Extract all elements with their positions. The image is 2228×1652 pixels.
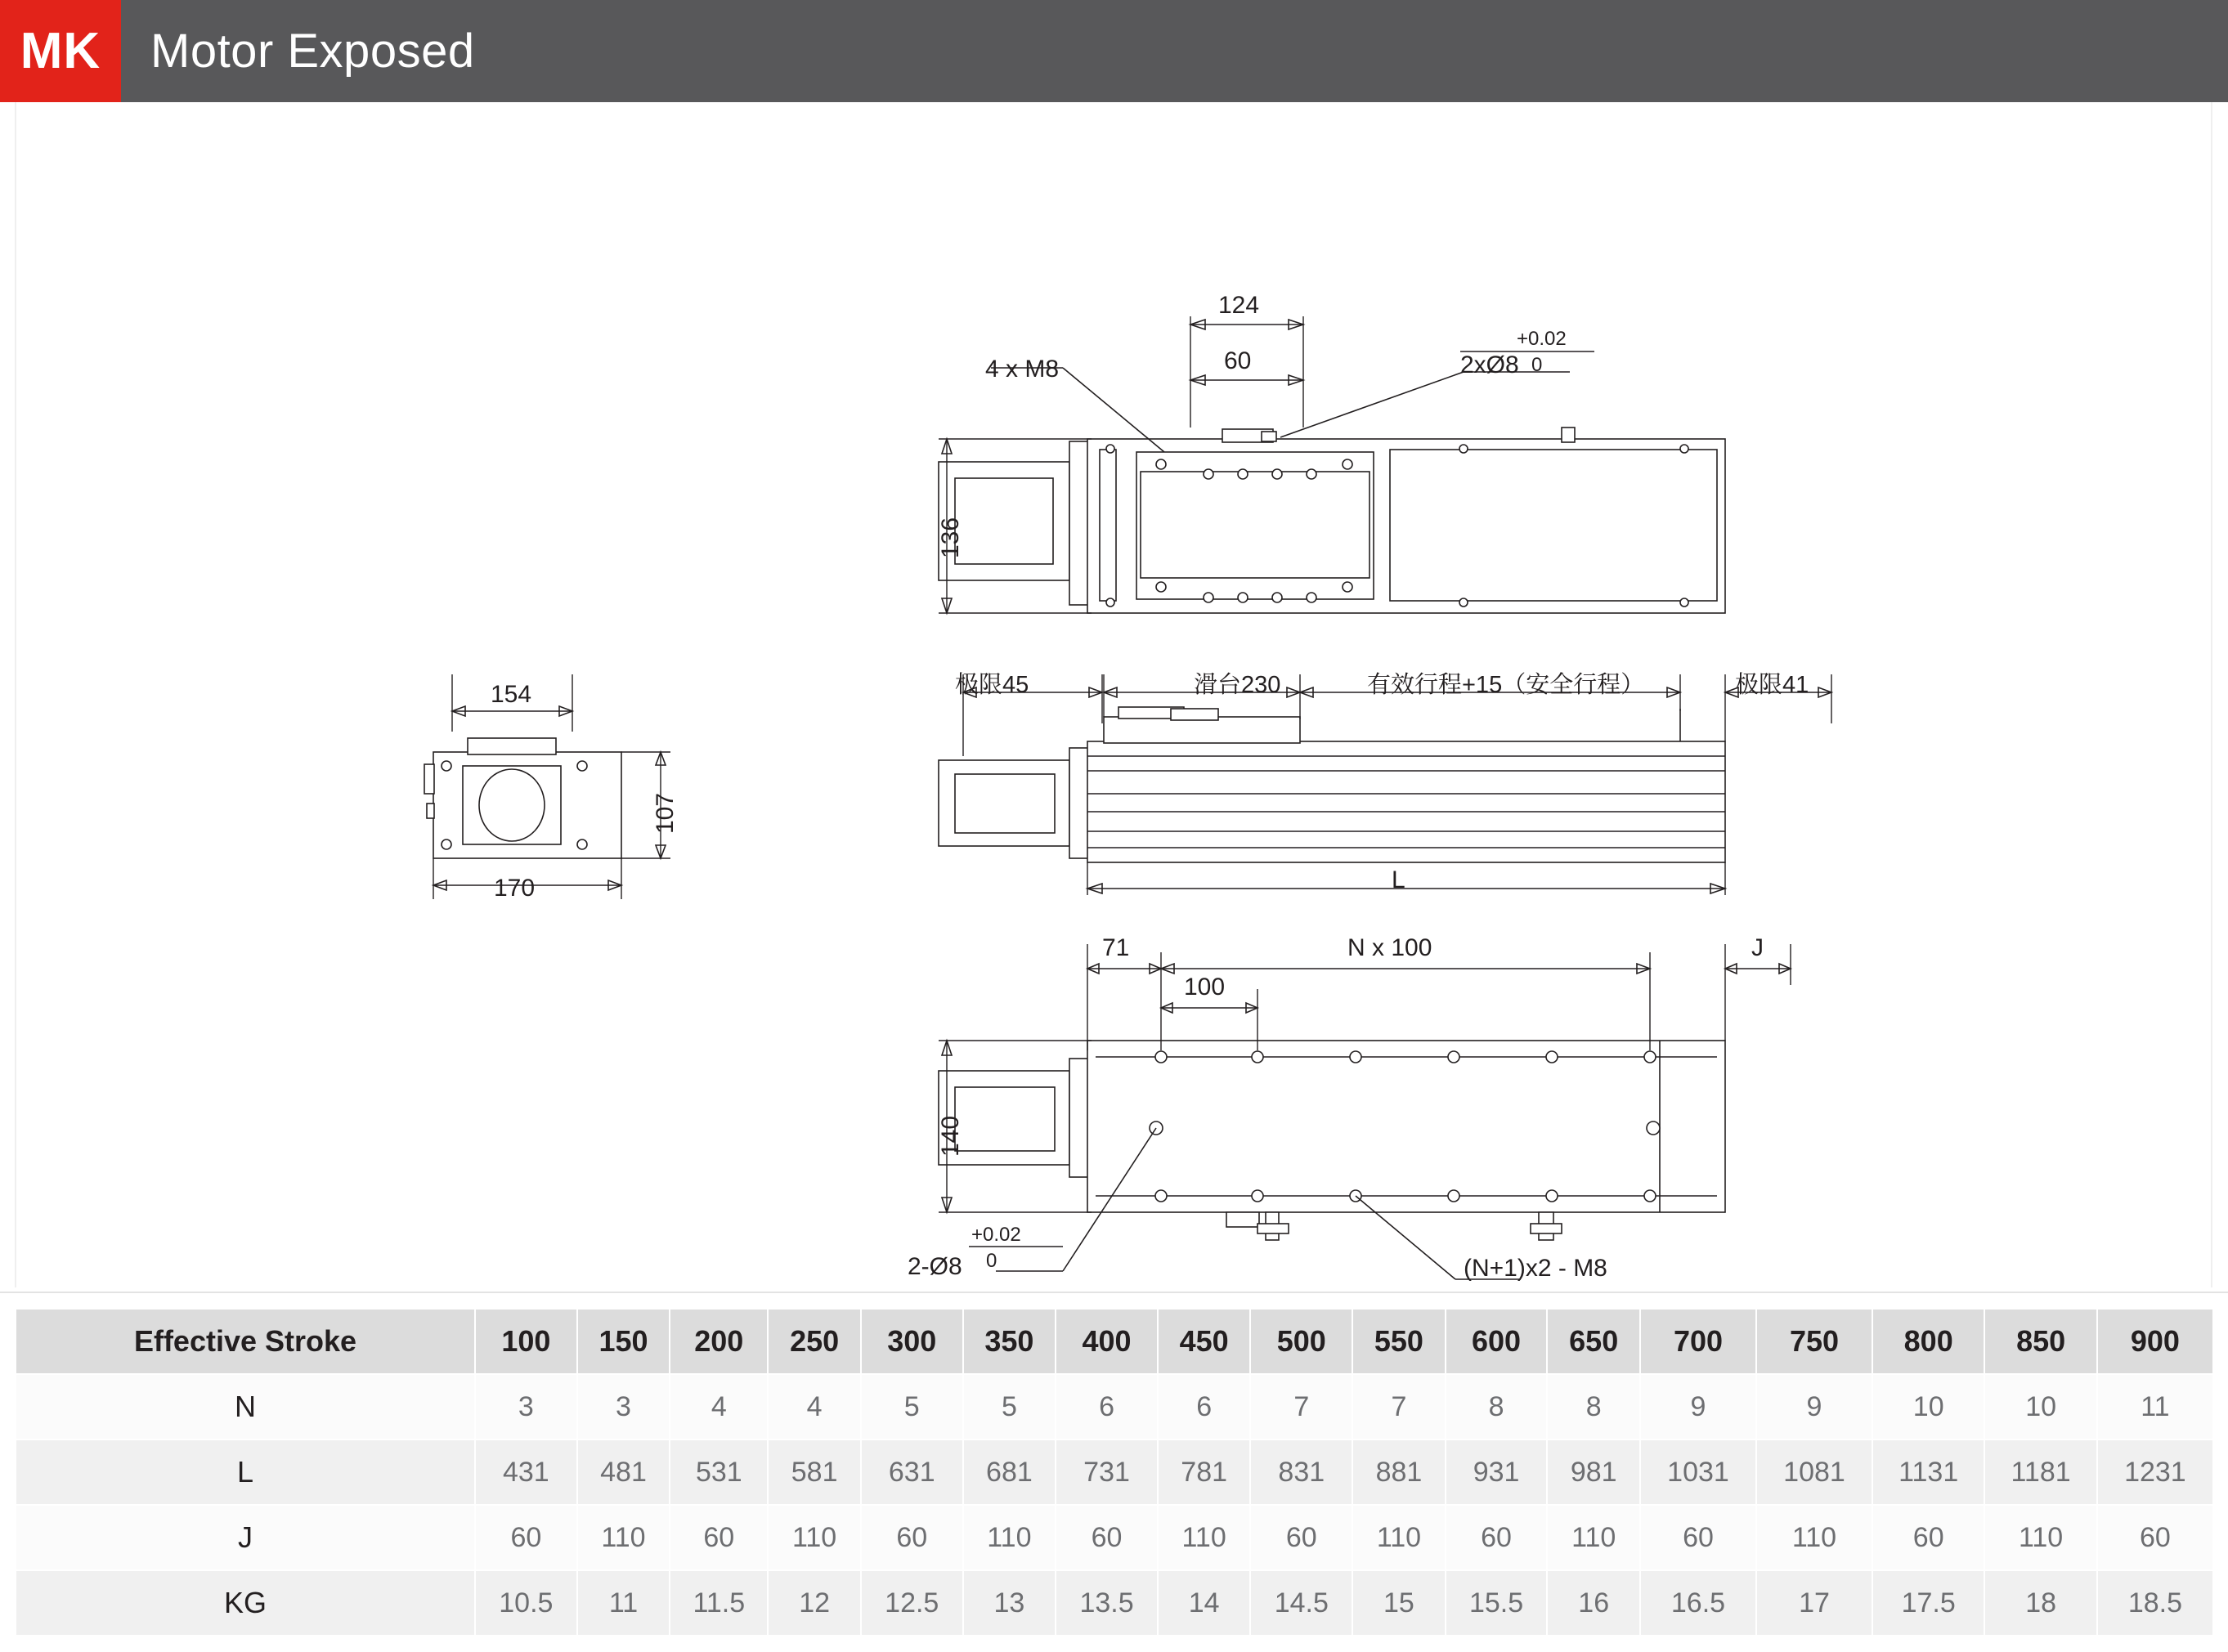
row-label: J <box>16 1505 475 1570</box>
table-cell: 16 <box>1547 1570 1640 1636</box>
tol-upper-top: +0.02 <box>1517 328 1567 350</box>
table-cell: 11 <box>2097 1374 2213 1439</box>
table-cell: 981 <box>1547 1439 1640 1505</box>
table-cell: 60 <box>861 1505 963 1570</box>
table-header-row <box>16 1309 2213 1374</box>
stroke-column-header: 450 <box>1158 1309 1251 1374</box>
dim-154: 154 <box>491 681 532 708</box>
page-title: Motor Exposed <box>150 25 475 78</box>
stroke-column-header: 600 <box>1446 1309 1548 1374</box>
table-cell: 5 <box>861 1374 963 1439</box>
row-label: N <box>16 1374 475 1439</box>
table-cell: 9 <box>1756 1374 1872 1439</box>
table-cell: 3 <box>475 1374 577 1439</box>
stroke-column-header: 550 <box>1352 1309 1446 1374</box>
table-cell: 18.5 <box>2097 1570 2213 1636</box>
dim-107: 107 <box>652 792 679 834</box>
table-cell: 110 <box>1158 1505 1251 1570</box>
table-cell: 10 <box>1872 1374 1984 1439</box>
table-cell: 431 <box>475 1439 577 1505</box>
table-cell: 60 <box>1056 1505 1158 1570</box>
dim-136: 136 <box>937 517 964 558</box>
table-cell: 17 <box>1756 1570 1872 1636</box>
stroke-column-header: 400 <box>1056 1309 1158 1374</box>
tol-lower-bottom: 0 <box>986 1250 997 1272</box>
table-cell: 11 <box>577 1570 670 1636</box>
stroke-column-header: 200 <box>670 1309 768 1374</box>
table-cell: 15 <box>1352 1570 1446 1636</box>
table-cell: 60 <box>1250 1505 1352 1570</box>
table-cell: 731 <box>1056 1439 1158 1505</box>
table-cell: 12 <box>768 1570 861 1636</box>
label-2-dia8: 2-Ø8 <box>908 1253 962 1280</box>
table-cell: 18 <box>1984 1570 2096 1636</box>
table-cell: 10 <box>1984 1374 2096 1439</box>
dim-nx100: N x 100 <box>1347 934 1432 961</box>
table-cell: 6 <box>1056 1374 1158 1439</box>
label-limit-right: 极限41 <box>1735 672 1809 698</box>
table-cell: 17.5 <box>1872 1570 1984 1636</box>
table-row <box>16 1505 2213 1570</box>
stroke-column-header: 500 <box>1250 1309 1352 1374</box>
dim-170: 170 <box>494 875 536 902</box>
table-row <box>16 1374 2213 1439</box>
table-cell: 110 <box>1984 1505 2096 1570</box>
table-cell: 14 <box>1158 1570 1251 1636</box>
row-label: KG <box>16 1570 475 1636</box>
table-cell: 110 <box>963 1505 1056 1570</box>
table-cell: 13 <box>963 1570 1056 1636</box>
table-cell: 110 <box>577 1505 670 1570</box>
table-cell: 1231 <box>2097 1439 2213 1505</box>
stroke-column-header: 300 <box>861 1309 963 1374</box>
table-cell: 60 <box>670 1505 768 1570</box>
drawing-vectors <box>0 102 2228 1292</box>
table-row <box>16 1570 2213 1636</box>
table-cell: 481 <box>577 1439 670 1505</box>
stroke-column-header: 250 <box>768 1309 861 1374</box>
table-cell: 781 <box>1158 1439 1251 1505</box>
label-limit-left: 极限45 <box>955 672 1029 698</box>
table-cell: 13.5 <box>1056 1570 1158 1636</box>
table-cell: 531 <box>670 1439 768 1505</box>
stroke-column-header: 350 <box>963 1309 1056 1374</box>
dim-100: 100 <box>1184 974 1226 1001</box>
table-cell: 831 <box>1250 1439 1352 1505</box>
page-header <box>0 0 2228 102</box>
header-effective-stroke: Effective Stroke <box>16 1309 475 1374</box>
table-cell: 1181 <box>1984 1439 2096 1505</box>
table-cell: 8 <box>1547 1374 1640 1439</box>
table-cell: 7 <box>1250 1374 1352 1439</box>
brand-badge: MK <box>0 0 121 102</box>
table-cell: 8 <box>1446 1374 1548 1439</box>
stroke-column-header: 650 <box>1547 1309 1640 1374</box>
stroke-column-header: 800 <box>1872 1309 1984 1374</box>
table-cell: 6 <box>1158 1374 1251 1439</box>
stroke-column-header: 700 <box>1640 1309 1756 1374</box>
label-stroke-note: 有效行程+15（安全行程） <box>1367 672 1645 698</box>
table-cell: 60 <box>2097 1505 2213 1570</box>
table-cell: 881 <box>1352 1439 1446 1505</box>
table-cell: 1081 <box>1756 1439 1872 1505</box>
table-cell: 4 <box>670 1374 768 1439</box>
stroke-column-header: 150 <box>577 1309 670 1374</box>
label-2x-dia8: 2xØ8 <box>1460 351 1519 378</box>
table-cell: 7 <box>1352 1374 1446 1439</box>
table-cell: 3 <box>577 1374 670 1439</box>
table-cell: 110 <box>768 1505 861 1570</box>
table-cell: 110 <box>1756 1505 1872 1570</box>
table-cell: 5 <box>963 1374 1056 1439</box>
dim-J: J <box>1751 934 1764 961</box>
table-cell: 11.5 <box>670 1570 768 1636</box>
table-cell: 10.5 <box>475 1570 577 1636</box>
stroke-column-header: 100 <box>475 1309 577 1374</box>
table-cell: 12.5 <box>861 1570 963 1636</box>
table-cell: 4 <box>768 1374 861 1439</box>
spec-table-wrapper <box>15 1308 2214 1636</box>
label-4xm8: 4 x M8 <box>985 356 1060 383</box>
tol-upper-bottom: +0.02 <box>971 1224 1021 1246</box>
table-cell: 9 <box>1640 1374 1756 1439</box>
row-label: L <box>16 1439 475 1505</box>
table-cell: 15.5 <box>1446 1570 1548 1636</box>
table-cell: 60 <box>1446 1505 1548 1570</box>
label-nplus1-holes: (N+1)x2 - M8 <box>1464 1255 1607 1282</box>
table-cell: 931 <box>1446 1439 1548 1505</box>
table-cell: 1031 <box>1640 1439 1756 1505</box>
table-cell: 1131 <box>1872 1439 1984 1505</box>
technical-drawing-canvas <box>0 102 2228 1293</box>
table-cell: 631 <box>861 1439 963 1505</box>
spec-table <box>15 1308 2214 1636</box>
dim-140: 140 <box>937 1115 964 1157</box>
tol-lower-top: 0 <box>1531 354 1543 376</box>
table-cell: 60 <box>1640 1505 1756 1570</box>
table-cell: 110 <box>1352 1505 1446 1570</box>
table-cell: 60 <box>475 1505 577 1570</box>
dim-60: 60 <box>1224 347 1252 374</box>
dim-124: 124 <box>1218 292 1260 319</box>
table-cell: 681 <box>963 1439 1056 1505</box>
dim-L: L <box>1392 866 1405 893</box>
table-cell: 60 <box>1872 1505 1984 1570</box>
table-cell: 581 <box>768 1439 861 1505</box>
stroke-column-header: 850 <box>1984 1309 2096 1374</box>
stroke-column-header: 900 <box>2097 1309 2213 1374</box>
label-carriage: 滑台230 <box>1194 672 1281 698</box>
table-cell: 16.5 <box>1640 1570 1756 1636</box>
table-cell: 110 <box>1547 1505 1640 1570</box>
stroke-column-header: 750 <box>1756 1309 1872 1374</box>
table-cell: 14.5 <box>1250 1570 1352 1636</box>
table-row <box>16 1439 2213 1505</box>
dim-71: 71 <box>1102 934 1130 961</box>
